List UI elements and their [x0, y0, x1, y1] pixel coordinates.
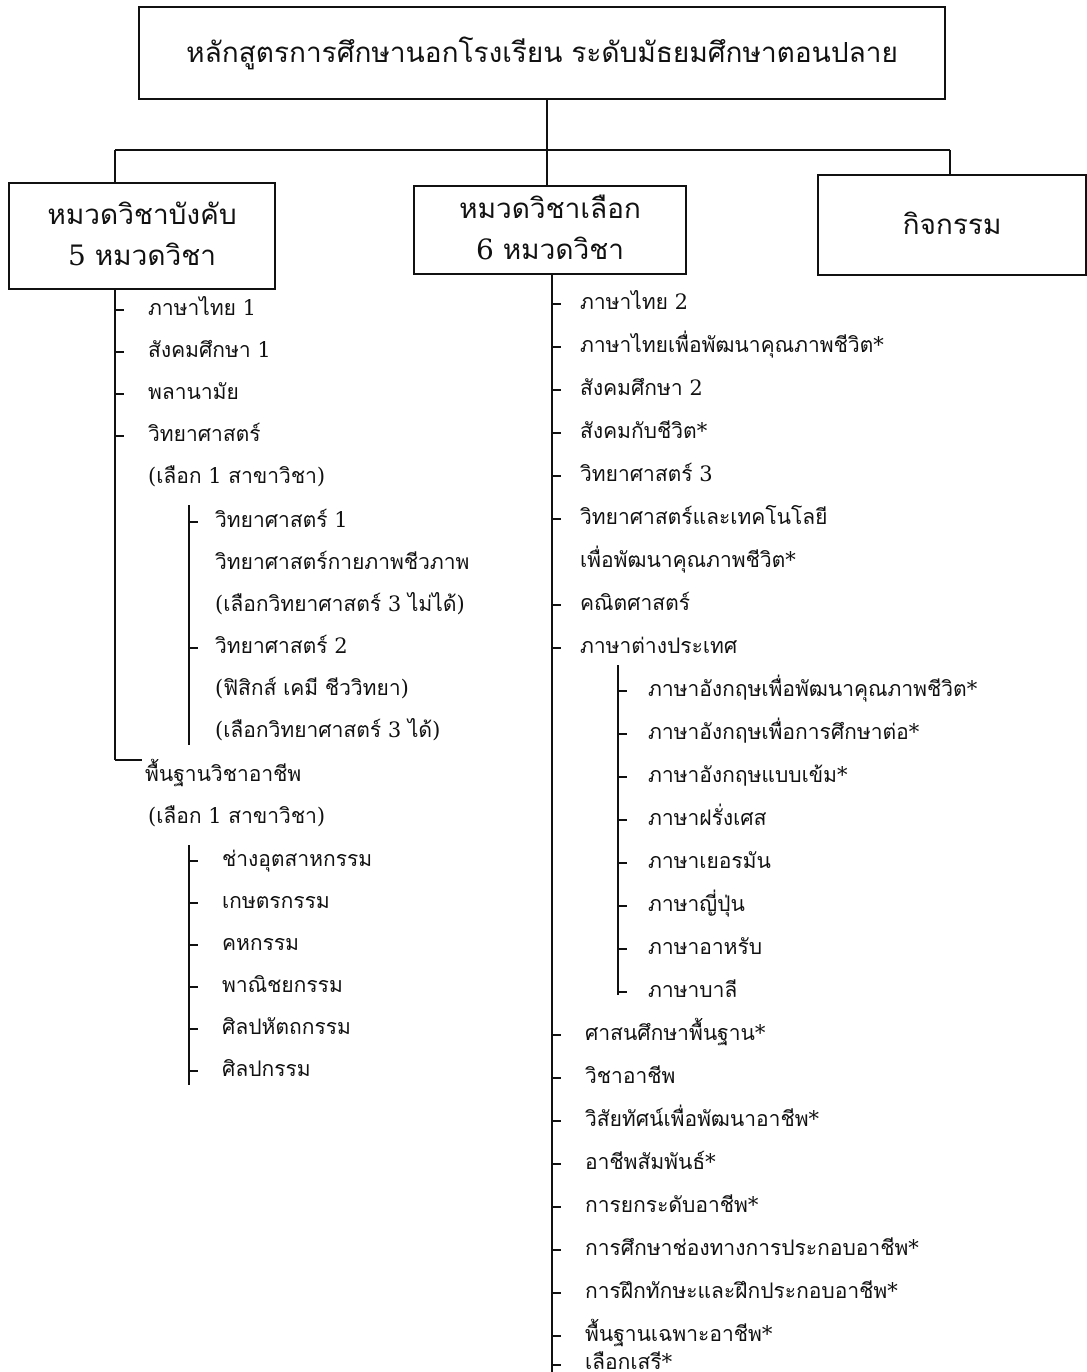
elective-item: อาชีพสัมพันธ์*: [585, 1150, 716, 1174]
branch-tick: [189, 860, 198, 862]
branch-tick: [552, 1292, 561, 1294]
branch-tick: [552, 518, 561, 520]
compulsory-item: วิทยาศาสตร์: [148, 422, 261, 446]
branch-tick: [552, 647, 561, 649]
elective-item: สังคมศึกษา 2: [580, 376, 703, 400]
compulsory-title: หมวดวิชาบังคับ: [47, 198, 237, 232]
branch-tick: [618, 905, 627, 907]
root-title: หลักสูตรการศึกษานอกโรงเรียน ระดับมัธยมศึกษาตอนปลาย: [186, 35, 898, 69]
branch-tick: [115, 309, 124, 311]
branch-tick: [552, 1364, 561, 1366]
vocational-option: พาณิชยกรรม: [222, 973, 343, 997]
language-option: ภาษาอังกฤษเพื่อพัฒนาคุณภาพชีวิต*: [648, 677, 978, 701]
elective-item: การศึกษาช่องทางการประกอบอาชีพ*: [585, 1236, 919, 1260]
branch-tick: [189, 902, 198, 904]
science-option: วิทยาศาสตร์ 2: [215, 634, 348, 658]
elective-item: สังคมกับชีวิต*: [580, 419, 708, 443]
branch-tick: [618, 991, 627, 993]
compulsory-box: [8, 182, 276, 290]
compulsory-item: พลานามัย: [148, 380, 239, 404]
branch-tick: [618, 776, 627, 778]
branch-tick: [115, 435, 124, 437]
elective-item: วิทยาศาสตร์ 3: [580, 462, 713, 486]
science-option-note: (เลือกวิทยาศาสตร์ 3 ได้): [215, 718, 441, 742]
branch-tick: [618, 862, 627, 864]
elective-item: การยกระดับอาชีพ*: [585, 1193, 759, 1217]
branch-tick: [618, 690, 627, 692]
language-option: ภาษาบาลี: [648, 978, 738, 1002]
branch-tick: [552, 1120, 561, 1122]
branch-tick: [552, 604, 561, 606]
branch-tick: [189, 647, 198, 649]
branch-tick: [552, 432, 561, 434]
science-option: วิทยาศาสตร์กายภาพชีวภาพ: [215, 550, 470, 574]
elective-item: การฝึกทักษะและฝึกประกอบอาชีพ*: [585, 1279, 898, 1303]
branch-tick: [552, 475, 561, 477]
compulsory-item: สังคมศึกษา 1: [148, 338, 271, 362]
elective-item: ภาษาไทยเพื่อพัฒนาคุณภาพชีวิต*: [580, 333, 884, 357]
language-option: ภาษาอังกฤษเพื่อการศึกษาต่อ*: [648, 720, 920, 744]
science-option: วิทยาศาสตร์ 1: [215, 508, 348, 532]
language-option: ภาษาอังกฤษแบบเข้ม*: [648, 763, 848, 787]
elective-title: หมวดวิชาเลือก: [459, 192, 641, 226]
branch-tick: [552, 1077, 561, 1079]
branch-tick: [552, 346, 561, 348]
branch-tick: [189, 1070, 198, 1072]
branch-tick: [552, 389, 561, 391]
elective-item: ภาษาไทย 2: [580, 290, 689, 314]
branch-tick: [115, 393, 124, 395]
elective-item: ภาษาต่างประเทศ: [580, 634, 738, 658]
root-box: [138, 6, 946, 100]
vocational-option: เกษตรกรรม: [222, 889, 330, 913]
branch-tick: [552, 1206, 561, 1208]
branch-tick: [189, 986, 198, 988]
elective-item: วิชาอาชีพ: [585, 1064, 676, 1088]
elective-item-cont: เพื่อพัฒนาคุณภาพชีวิต*: [580, 548, 796, 572]
elective-item: วิทยาศาสตร์และเทคโนโลยี: [580, 505, 828, 529]
vocational-note: (เลือก 1 สาขาวิชา): [148, 804, 326, 828]
branch-tick: [552, 1335, 561, 1337]
compulsory-item: ภาษาไทย 1: [148, 296, 257, 320]
branch-tick: [618, 819, 627, 821]
language-option: ภาษาฝรั่งเศส: [648, 806, 767, 830]
vocational-option: ศิลปหัตถกรรม: [222, 1015, 351, 1039]
elective-item: วิสัยทัศน์เพื่อพัฒนาอาชีพ*: [585, 1107, 820, 1131]
branch-tick: [115, 351, 124, 353]
science-option-note: (เลือกวิทยาศาสตร์ 3 ไม่ได้): [215, 592, 465, 616]
branch-tick: [189, 944, 198, 946]
activities-title: กิจกรรม: [902, 207, 1002, 241]
elective-item: ศาสนศึกษาพื้นฐาน*: [585, 1021, 766, 1045]
elective-box: [413, 185, 687, 275]
branch-tick: [189, 521, 198, 523]
branch-tick: [552, 1034, 561, 1036]
elective-item: เลือกเสรี*: [585, 1350, 673, 1372]
elective-item: พื้นฐานเฉพาะอาชีพ*: [585, 1322, 773, 1346]
branch-tick: [552, 1249, 561, 1251]
vocational-title: พื้นฐานวิชาอาชีพ: [145, 762, 302, 786]
elective-item: คณิตศาสตร์: [580, 591, 691, 615]
language-option: ภาษาเยอรมัน: [648, 849, 771, 873]
science-option-note: (ฟิสิกส์ เคมี ชีววิทยา): [215, 676, 409, 700]
compulsory-subtitle: 5 หมวดวิชา: [68, 239, 216, 272]
branch-tick: [618, 733, 627, 735]
language-option: ภาษาญี่ปุ่น: [648, 892, 745, 916]
branch-tick: [189, 1028, 198, 1030]
language-option: ภาษาอาหรับ: [648, 935, 763, 959]
vocational-option: ช่างอุตสาหกรรม: [222, 847, 373, 871]
branch-tick: [552, 303, 561, 305]
vocational-option: คหกรรม: [222, 931, 300, 955]
branch-tick: [552, 1163, 561, 1165]
elective-subtitle: 6 หมวดวิชา: [476, 233, 624, 266]
vocational-option: ศิลปกรรม: [222, 1057, 311, 1081]
activities-box: [817, 174, 1087, 276]
compulsory-note: (เลือก 1 สาขาวิชา): [148, 464, 326, 488]
branch-tick: [618, 948, 627, 950]
